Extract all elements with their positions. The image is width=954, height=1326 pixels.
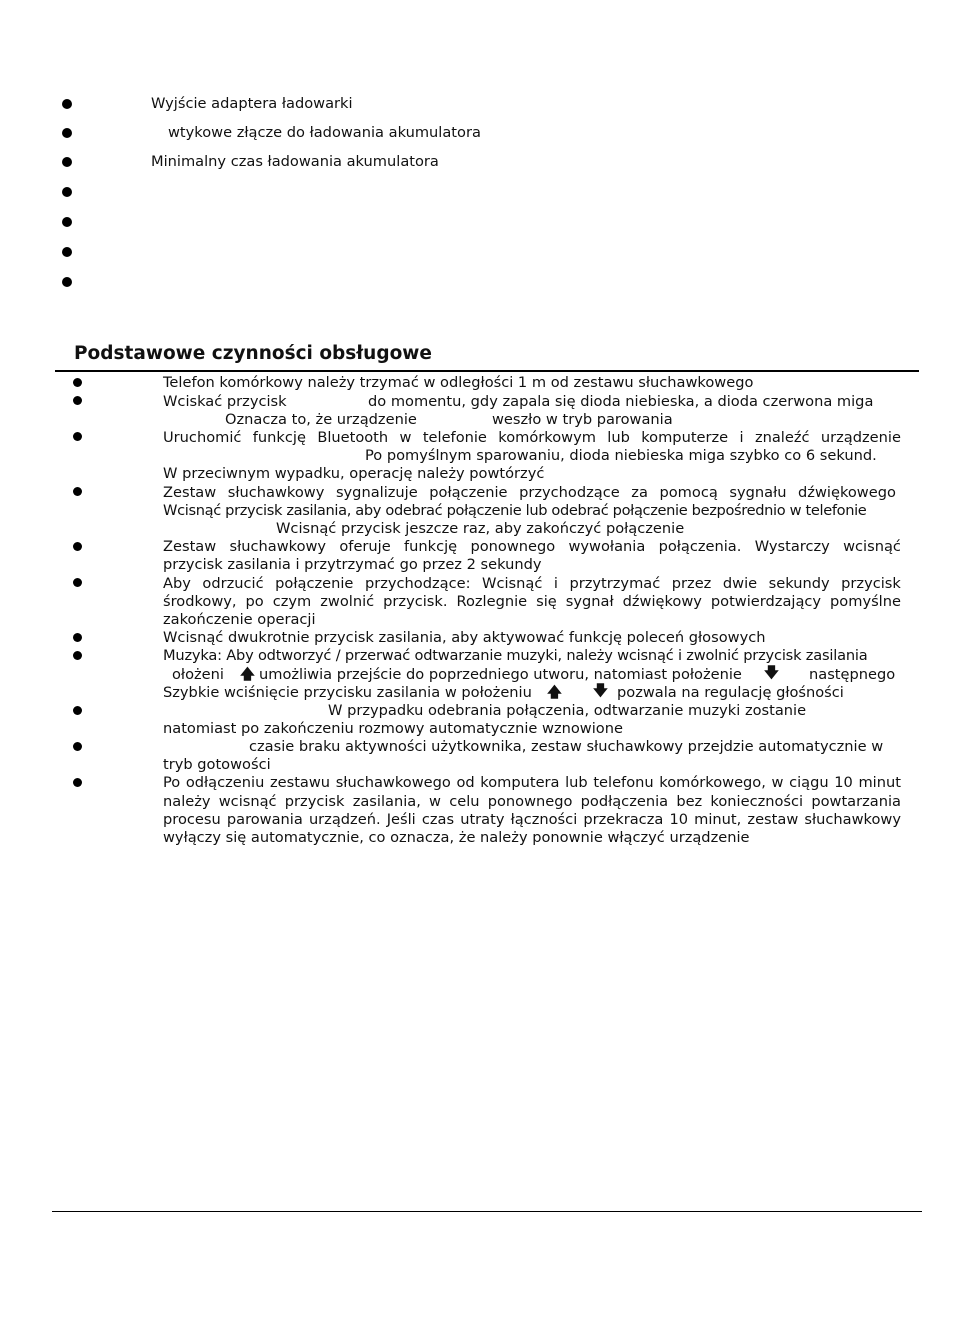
text-line: zakończenie operacji <box>163 611 316 628</box>
bullet <box>62 187 72 197</box>
text-line-justified: należy wcisnąć przycisk zasilania, w celu ponownego podłączenia bez konieczności powtarzania <box>163 793 901 810</box>
arrow-up-icon: 🡅 <box>240 666 256 683</box>
text-line: W przeciwnym wypadku, operację należy powtórzyć <box>163 465 545 482</box>
bullet <box>73 432 82 441</box>
text-line: czasie braku aktywności użytkownika, zestaw słuchawkowy przejdzie automatycznie w <box>249 738 884 755</box>
bullet <box>73 542 82 551</box>
text-line: wyłączy się automatycznie, co oznacza, że należy ponownie włączyć urządzenie <box>163 829 750 846</box>
spec-item: Wyjście adaptera ładowarki <box>151 95 353 112</box>
bullet <box>62 99 72 109</box>
text-line-justified: środkowy, po czym zwolnić przycisk. Rozlegnie się sygnał dźwiękowy potwierdzający pomyślne <box>163 593 901 610</box>
text-line: przycisk zasilania i przytrzymać go przez 2 sekundy <box>163 556 542 573</box>
text-line: Po pomyślnym sparowaniu, dioda niebieska miga szybko co 6 sekund. <box>365 447 877 464</box>
bullet <box>73 578 82 587</box>
spec-item: Minimalny czas ładowania akumulatora <box>151 153 439 170</box>
bullet <box>73 487 82 496</box>
text-line-justified: Zestaw słuchawkowy oferuje funkcję ponownego wywołania połączenia. Wystarczy wcisnąć <box>163 538 901 555</box>
bullet <box>62 128 72 138</box>
text-line-justified: procesu parowania urządzeń. Jeśli czas utraty łączności przekracza 10 minut, zestaw słuchawkowy <box>163 811 901 828</box>
bullet <box>62 157 72 167</box>
arrow-down-icon: 🡇 <box>593 682 609 699</box>
bullet <box>73 396 82 405</box>
text-line: Oznacza to, że urządzenie <box>225 411 417 428</box>
bullet <box>73 633 82 642</box>
text-line: umożliwia przejście do poprzedniego utworu, natomiast położenie <box>259 666 742 683</box>
arrow-up-icon: 🡅 <box>547 684 563 701</box>
text-line: natomiast po zakończeniu rozmowy automatycznie wznowione <box>163 720 623 737</box>
text-line-justified: Aby odrzucić połączenie przychodzące: Wcisnąć i przytrzymać przez dwie sekundy przycisk <box>163 575 901 592</box>
section-title: Podstawowe czynności obsługowe <box>74 343 432 364</box>
bullet <box>73 742 82 751</box>
text-line: W przypadku odebrania połączenia, odtwarzanie muzyki zostanie <box>328 702 807 719</box>
text-line: tryb gotowości <box>163 756 271 773</box>
text-line: Wciskać przycisk <box>163 393 287 410</box>
text-line-justified: Uruchomić funkcję Bluetooth w telefonie komórkowym lub komputerze i znaleźć urządzenie <box>163 429 901 446</box>
text-line: Muzyka: Aby odtworzyć / przerwać odtwarzanie muzyki, należy wcisnąć i zwolnić przycisk zasilania <box>163 647 868 664</box>
text-line: Wcisnąć dwukrotnie przycisk zasilania, aby aktywować funkcję poleceń głosowych <box>163 629 766 646</box>
text-line-justified: Po odłączeniu zestawu słuchawkowego od komputera lub telefonu komórkowego, w ciągu 10 minut <box>163 774 901 791</box>
text-line: do momentu, gdy zapala się dioda niebieska, a dioda czerwona miga <box>368 393 874 410</box>
text-line: Wcisnąć przycisk zasilania, aby odebrać połączenie lub odebrać połączenie bezpośrednio w telefonie <box>163 502 867 519</box>
bullet <box>73 378 82 387</box>
bullet <box>62 247 72 257</box>
bullet <box>73 706 82 715</box>
bullet <box>62 277 72 287</box>
bullet <box>73 651 82 660</box>
text-line: Wcisnąć przycisk jeszcze raz, aby zakończyć połączenie <box>276 520 685 537</box>
text-line: Telefon komórkowy należy trzymać w odległości 1 m od zestawu słuchawkowego <box>163 374 754 391</box>
text-line: następnego <box>809 666 896 683</box>
heading-rule <box>55 370 919 372</box>
text-line: weszło w tryb parowania <box>492 411 673 428</box>
spec-item: wtykowe złącze do ładowania akumulatora <box>168 124 481 141</box>
arrow-down-icon: 🡇 <box>764 664 780 681</box>
text-line-justified: Zestaw słuchawkowy sygnalizuje połączenie przychodzące za pomocą sygnału dźwiękowego <box>163 484 896 501</box>
footer-rule <box>52 1211 922 1212</box>
bullet <box>73 778 82 787</box>
bullet <box>62 217 72 227</box>
text-line: ołożeni <box>172 666 224 683</box>
text-line: Szybkie wciśnięcie przycisku zasilania w położeniu <box>163 684 532 701</box>
text-line: pozwala na regulację głośności <box>617 684 844 701</box>
